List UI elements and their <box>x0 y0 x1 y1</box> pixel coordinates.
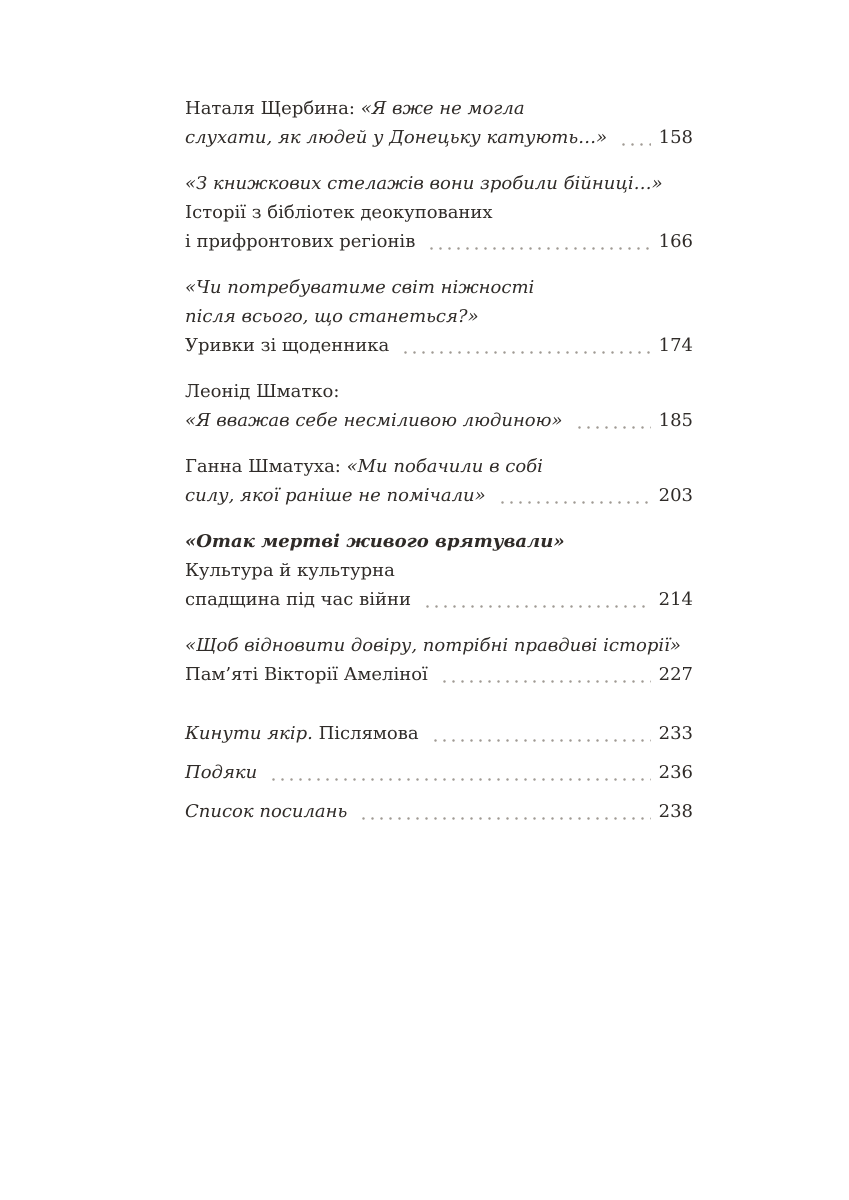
text-run: Уривки зі щоденника <box>185 335 390 356</box>
text-run: Історії з бібліотек деокупованих <box>185 202 493 223</box>
toc-line <box>185 719 693 748</box>
text-run: «Я вважав себе несміливою людиною» <box>185 410 563 431</box>
text-run: «Щоб відновити довіру, потрібні правдиві історії» <box>185 635 681 656</box>
text-run: «Я вже не могла <box>360 98 525 119</box>
text-run: Ганна Шматуха: <box>185 456 347 477</box>
toc-entry <box>185 719 693 748</box>
toc-line <box>185 797 693 826</box>
entry-title-text <box>185 719 419 748</box>
toc-entry <box>185 527 693 614</box>
text-run: слухати, як людей у Донецьку катують…» <box>185 127 608 148</box>
toc-entry <box>185 377 693 435</box>
dotted-leader <box>427 247 651 250</box>
entry-title-text <box>185 635 681 656</box>
toc-entry <box>185 169 693 256</box>
toc-section <box>185 94 693 689</box>
toc-line <box>185 758 693 787</box>
entry-title-text <box>185 456 543 477</box>
page-number: 238 <box>658 801 693 822</box>
toc-line <box>185 527 693 556</box>
page-number: 227 <box>658 664 693 685</box>
entry-title-text <box>185 481 486 510</box>
toc-line <box>185 481 693 510</box>
dotted-leader <box>359 817 651 820</box>
toc-entry <box>185 797 693 826</box>
entry-title-text <box>185 173 663 194</box>
toc-section <box>185 719 693 826</box>
text-run: спадщина під час війни <box>185 589 411 610</box>
toc-line <box>185 94 693 123</box>
entry-title-text <box>185 227 415 256</box>
toc-line <box>185 585 693 614</box>
toc-line <box>185 273 693 302</box>
text-run: «Отак мертві живого врятували» <box>185 531 565 552</box>
page-number: 158 <box>658 127 693 148</box>
entry-title-text <box>185 277 534 298</box>
entry-title-text <box>185 797 347 826</box>
page-number: 185 <box>658 410 693 431</box>
page-number: 203 <box>658 485 693 506</box>
toc-line <box>185 452 693 481</box>
toc-line <box>185 169 693 198</box>
entry-title-text <box>185 306 479 327</box>
toc-line <box>185 123 693 152</box>
toc-line <box>185 331 693 360</box>
entry-title-text <box>185 758 257 787</box>
text-run: Леонід Шматко: <box>185 381 340 402</box>
text-run: і прифронтових регіонів <box>185 231 416 252</box>
entry-title-text <box>185 98 525 119</box>
dotted-leader <box>431 739 651 742</box>
text-run: Кинути якір. <box>185 723 313 744</box>
dotted-leader <box>440 680 651 683</box>
text-run: Наталя Щербина: <box>185 98 361 119</box>
toc-line <box>185 198 693 227</box>
toc-entry <box>185 452 693 510</box>
dotted-leader <box>498 501 651 504</box>
text-run: Культура й культурна <box>185 560 395 581</box>
entry-title-text <box>185 202 493 223</box>
entry-title-text <box>185 406 563 435</box>
page-number: 214 <box>658 589 693 610</box>
toc-line <box>185 302 693 331</box>
text-run: Подяки <box>185 762 258 783</box>
toc-line <box>185 631 693 660</box>
entry-title-text <box>185 123 607 152</box>
dotted-leader <box>401 351 651 354</box>
toc-line <box>185 556 693 585</box>
text-run: «Ми побачили в собі <box>346 456 543 477</box>
toc-line <box>185 660 693 689</box>
text-run: після всього, що станеться?» <box>185 306 479 327</box>
dotted-leader <box>269 778 651 781</box>
page-number: 166 <box>658 231 693 252</box>
dotted-leader <box>423 605 651 608</box>
page-number: 236 <box>658 762 693 783</box>
text-run: Післямова <box>312 723 419 744</box>
text-run: «Чи потребуватиме світ ніжності <box>185 277 535 298</box>
toc-entry <box>185 94 693 152</box>
entry-title-text <box>185 531 565 552</box>
toc-line <box>185 406 693 435</box>
entry-title-text <box>185 560 395 581</box>
text-run: силу, якої раніше не помічали» <box>185 485 486 506</box>
entry-title-text <box>185 331 389 360</box>
dotted-leader <box>619 143 651 146</box>
text-run: Список посилань <box>185 801 348 822</box>
dotted-leader <box>575 426 651 429</box>
toc-line <box>185 227 693 256</box>
entry-title-text <box>185 660 428 689</box>
toc-entry <box>185 631 693 689</box>
entry-title-text <box>185 585 411 614</box>
text-run: Пам’яті Вікторії Амеліної <box>185 664 428 685</box>
entry-title-text <box>185 381 339 402</box>
page-number: 233 <box>658 723 693 744</box>
toc-line <box>185 377 693 406</box>
page-number: 174 <box>658 335 693 356</box>
toc-entry <box>185 758 693 787</box>
toc-entry <box>185 273 693 360</box>
toc <box>185 94 693 836</box>
text-run: «З книжкових стелажів вони зробили бійниці…» <box>185 173 663 194</box>
